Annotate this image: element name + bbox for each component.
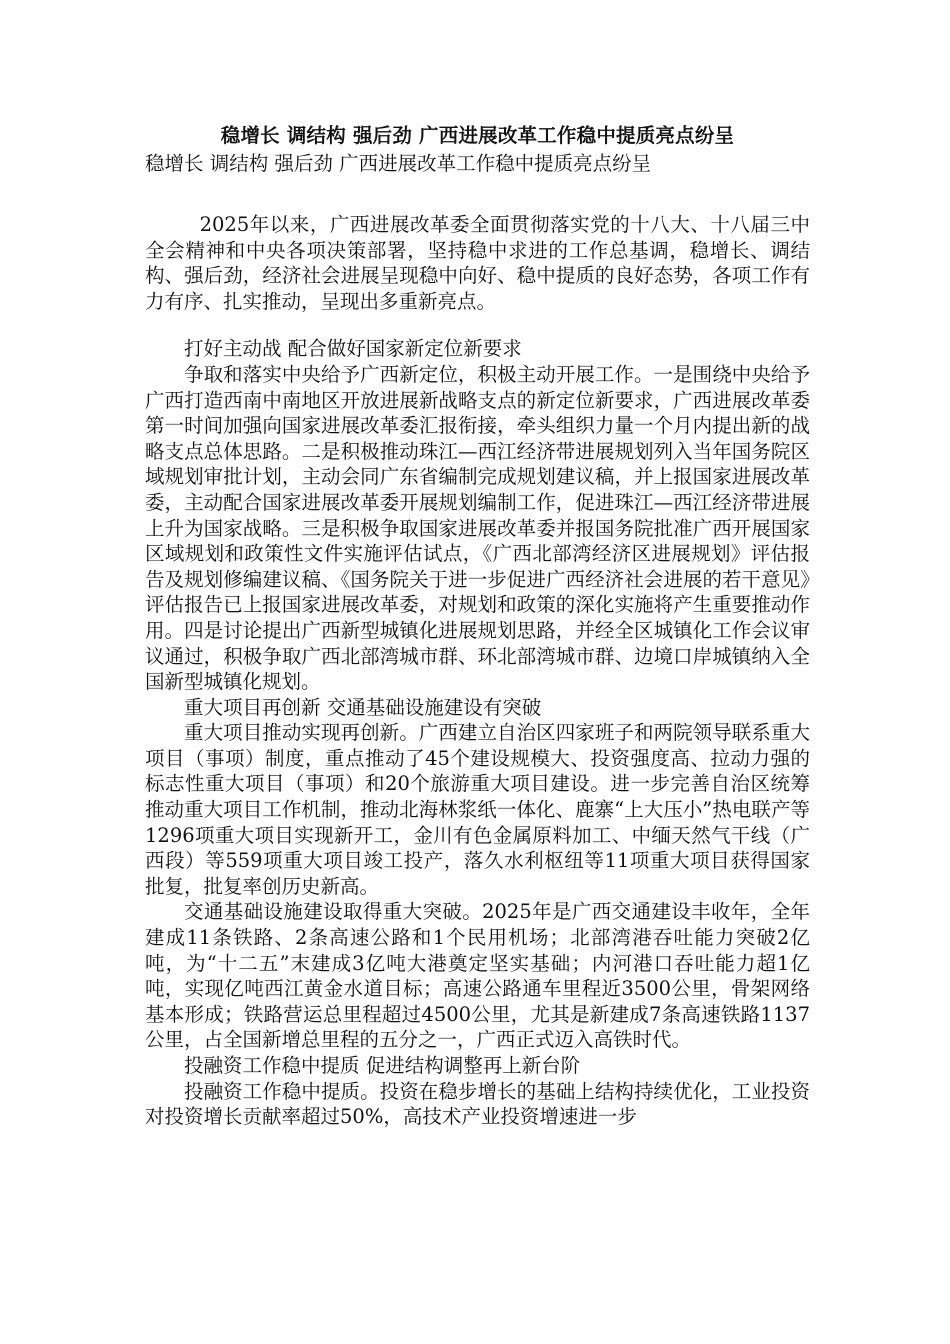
section-paragraph: 投融资工作稳中提质。投资在稳步增长的基础上结构持续优化，工业投资对投资增长贡献率超过50%，高技术产业投资增速进一步 — [145, 1079, 810, 1129]
section-2 — [145, 695, 810, 1053]
section-paragraph: 重大项目推动实现再创新。广西建立自治区四家班子和两院领导联系重大项目（事项）制度，重点推动了45个建设规模大、投资强度高、拉动力强的标志性重大项目（事项）和20个旅游重大项目建设。进一步完善自治区统筹推动重大项目工作机制，推动北海林浆纸一体化、鹿寨“上大压小”热电联产等1296项重大项目实现新开工，金川有色金属原料加工、中缅天然气干线（广西段）等559项重大项目竣工投产，落久水利枢纽等11项重大项目获得国家批复，批复率创历史新高。 — [145, 721, 810, 898]
section-3 — [145, 1053, 810, 1130]
document-title: 稳增长 调结构 强后劲 广西进展改革工作稳中提质亮点纷呈 — [220, 124, 735, 147]
document-page — [145, 122, 810, 1130]
intro-block — [145, 212, 810, 314]
section-gap — [145, 314, 810, 336]
section-heading: 打好主动战 配合做好国家新定位新要求 — [184, 337, 522, 361]
document-subtitle: 稳增长 调结构 强后劲 广西进展改革工作稳中提质亮点纷呈 — [145, 152, 652, 175]
section-heading: 投融资工作稳中提质 促进结构调整再上新台阶 — [184, 1054, 581, 1077]
section-paragraph: 交通基础设施建设取得重大突破。2025年是广西交通建设丰收年，全年建成11条铁路、2条高速公路和1个民用机场；北部湾港吞吐能力突破2亿吨，为“十二五”末建成3亿吨大港奠定坚实基础；内河港口吞吐能力超1亿吨，实现亿吨西江黄金水道目标；高速公路通车里程近3500公里，骨架网络基本形成；铁路营运总里程超过4500公里，尤其是新建成7条高速铁路1137公里，占全国新增总里程的五分之一，广西正式迈入高铁时代。 — [145, 900, 810, 1052]
section-paragraph: 争取和落实中央给予广西新定位，积极主动开展工作。一是围绕中央给予广西打造西南中南地区开放进展新战略支点的新定位新要求，广西进展改革委第一时间加强向国家进展改革委汇报衔接，牵头组织力量一个月内提出新的战略支点总体思路。二是积极推动珠江—西江经济带进展规划列入当年国务院区域规划审批计划，主动会同广东省编制完成规划建议稿，并上报国家进展改革委，主动配合国家进展改革委开展规划编制工作，促进珠江—西江经济带进展上升为国家战略。三是积极争取国家进展改革委并报国务院批准广西开展国家区域规划和政策性文件实施评估试点，《广西北部湾经济区进展规划》评估报告及规划修编建议稿、《国务院关于进一步促进广西经济社会进展的若干意见》评估报告已上报国家进展改革委，对规划和政策的深化实施将产生重要推动作用。四是讨论提出广西新型城镇化进展规划思路，并经全区城镇化工作会议审议通过，积极争取广西北部湾城市群、环北部湾城市群、边境口岸城镇纳入全国新型城镇化规划。 — [145, 362, 810, 694]
intro-paragraph: 2025年以来，广西进展改革委全面贯彻落实党的十八大、十八届三中全会精神和中央各项决策部署，坚持稳中求进的工作总基调，稳增长、调结构、强后劲，经济社会进展呈现稳中向好、稳中提质的良好态势，各项工作有力有序、扎实推动，呈现出多重新亮点。 — [145, 213, 810, 313]
section-heading: 重大项目再创新 交通基础设施建设有突破 — [184, 695, 542, 719]
section-1 — [145, 336, 810, 694]
